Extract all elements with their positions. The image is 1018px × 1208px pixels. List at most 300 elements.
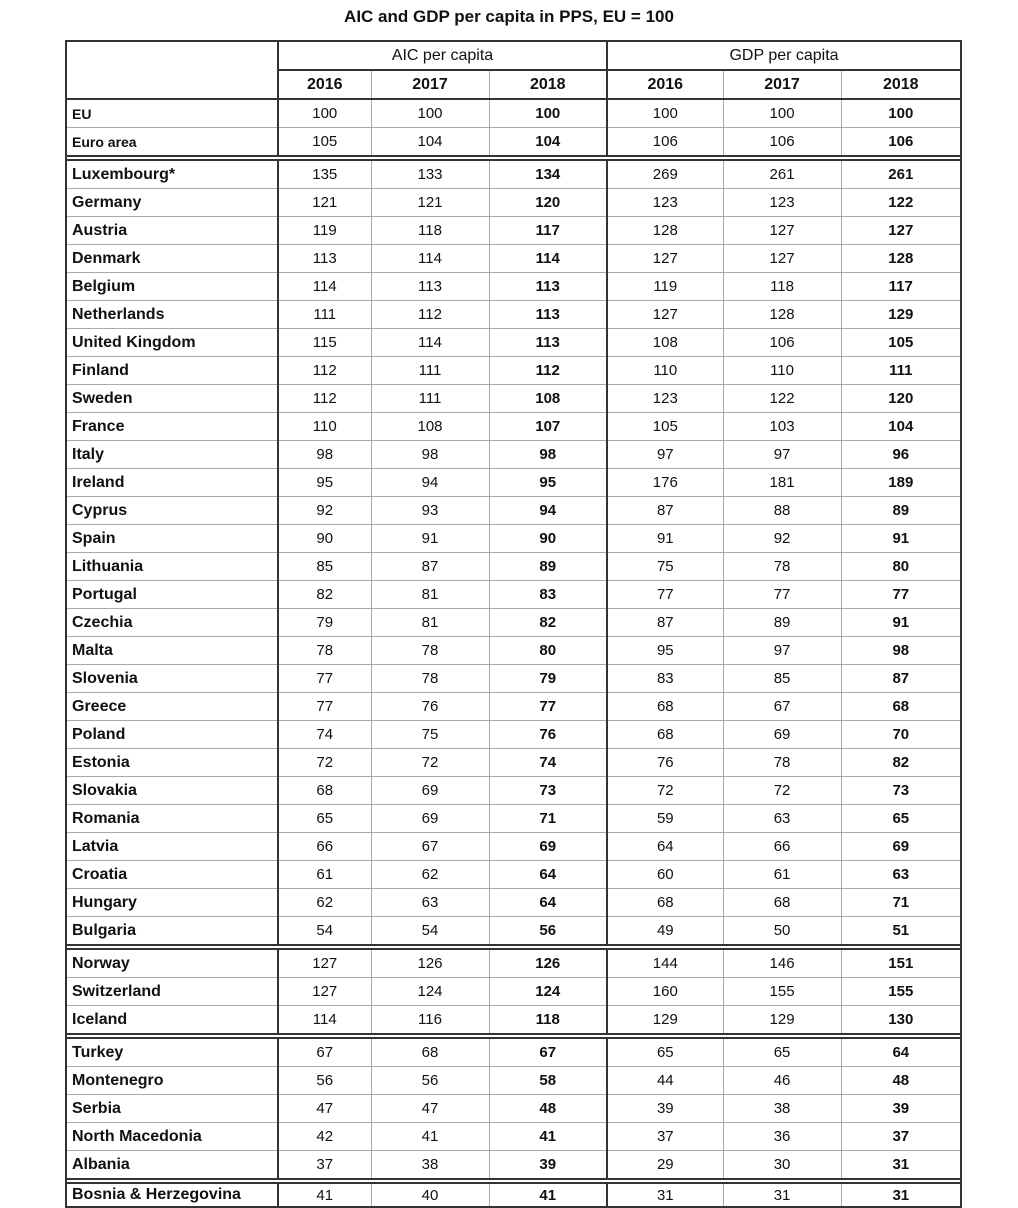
table-row bbox=[66, 833, 961, 861]
gdp-2017-value: 68 bbox=[723, 889, 841, 917]
gdp-2018-value: 31 bbox=[841, 1183, 961, 1207]
aic-2016-value: 54 bbox=[278, 917, 371, 946]
country-name: Sweden bbox=[66, 385, 278, 413]
gdp-2017-value: 100 bbox=[723, 99, 841, 128]
gdp-2018-value: 96 bbox=[841, 441, 961, 469]
gdp-2017-value: 85 bbox=[723, 665, 841, 693]
aic-2018-value: 80 bbox=[489, 637, 607, 665]
table-row bbox=[66, 99, 961, 128]
country-name: Spain bbox=[66, 525, 278, 553]
gdp-2018-value: 127 bbox=[841, 217, 961, 245]
header-year: 2018 bbox=[489, 70, 607, 99]
table-row bbox=[66, 978, 961, 1006]
table-row bbox=[66, 357, 961, 385]
aic-2018-value: 67 bbox=[489, 1038, 607, 1067]
gdp-2018-value: 106 bbox=[841, 128, 961, 157]
gdp-2016-value: 119 bbox=[607, 273, 723, 301]
gdp-2018-value: 100 bbox=[841, 99, 961, 128]
aic-2016-value: 90 bbox=[278, 525, 371, 553]
aic-2018-value: 41 bbox=[489, 1123, 607, 1151]
aic-2017-value: 69 bbox=[371, 805, 489, 833]
aic-2017-value: 81 bbox=[371, 609, 489, 637]
gdp-2018-value: 91 bbox=[841, 525, 961, 553]
aic-2018-value: 95 bbox=[489, 469, 607, 497]
gdp-2016-value: 75 bbox=[607, 553, 723, 581]
aic-2017-value: 100 bbox=[371, 99, 489, 128]
header-year: 2018 bbox=[841, 70, 961, 99]
table-row bbox=[66, 273, 961, 301]
table-row bbox=[66, 189, 961, 217]
gdp-2017-value: 146 bbox=[723, 949, 841, 978]
aic-2018-value: 79 bbox=[489, 665, 607, 693]
country-name: France bbox=[66, 413, 278, 441]
gdp-2018-value: 111 bbox=[841, 357, 961, 385]
aic-2016-value: 42 bbox=[278, 1123, 371, 1151]
gdp-2017-value: 31 bbox=[723, 1183, 841, 1207]
table-row bbox=[66, 1067, 961, 1095]
header-corner bbox=[66, 41, 278, 99]
gdp-2016-value: 269 bbox=[607, 160, 723, 189]
country-name: Switzerland bbox=[66, 978, 278, 1006]
aic-2016-value: 74 bbox=[278, 721, 371, 749]
aic-2016-value: 127 bbox=[278, 949, 371, 978]
gdp-2016-value: 128 bbox=[607, 217, 723, 245]
aic-2017-value: 76 bbox=[371, 693, 489, 721]
aic-2016-value: 77 bbox=[278, 693, 371, 721]
aic-2016-value: 72 bbox=[278, 749, 371, 777]
aic-2017-value: 75 bbox=[371, 721, 489, 749]
table-row bbox=[66, 441, 961, 469]
aic-2016-value: 100 bbox=[278, 99, 371, 128]
header-gdp: GDP per capita bbox=[607, 41, 961, 70]
table-row bbox=[66, 721, 961, 749]
header-year: 2016 bbox=[278, 70, 371, 99]
aic-2016-value: 105 bbox=[278, 128, 371, 157]
aic-2017-value: 104 bbox=[371, 128, 489, 157]
aic-2017-value: 111 bbox=[371, 385, 489, 413]
aic-2018-value: 134 bbox=[489, 160, 607, 189]
gdp-2016-value: 68 bbox=[607, 889, 723, 917]
gdp-2018-value: 189 bbox=[841, 469, 961, 497]
table-row bbox=[66, 1123, 961, 1151]
aic-2018-value: 114 bbox=[489, 245, 607, 273]
gdp-2017-value: 123 bbox=[723, 189, 841, 217]
aic-2018-value: 83 bbox=[489, 581, 607, 609]
country-name: Norway bbox=[66, 949, 278, 978]
gdp-2018-value: 82 bbox=[841, 749, 961, 777]
aic-2016-value: 112 bbox=[278, 385, 371, 413]
gdp-2018-value: 37 bbox=[841, 1123, 961, 1151]
gdp-2016-value: 76 bbox=[607, 749, 723, 777]
gdp-2016-value: 108 bbox=[607, 329, 723, 357]
table-row bbox=[66, 1183, 961, 1207]
table-row bbox=[66, 1038, 961, 1067]
gdp-2018-value: 63 bbox=[841, 861, 961, 889]
table-title: AIC and GDP per capita in PPS, EU = 100 bbox=[344, 7, 674, 26]
aic-2017-value: 114 bbox=[371, 329, 489, 357]
aic-2018-value: 76 bbox=[489, 721, 607, 749]
gdp-2016-value: 91 bbox=[607, 525, 723, 553]
table-row bbox=[66, 805, 961, 833]
gdp-2017-value: 38 bbox=[723, 1095, 841, 1123]
gdp-2017-value: 69 bbox=[723, 721, 841, 749]
aic-2018-value: 108 bbox=[489, 385, 607, 413]
gdp-2017-value: 50 bbox=[723, 917, 841, 946]
gdp-2016-value: 49 bbox=[607, 917, 723, 946]
gdp-2017-value: 181 bbox=[723, 469, 841, 497]
country-name: Finland bbox=[66, 357, 278, 385]
aic-2018-value: 90 bbox=[489, 525, 607, 553]
aic-2016-value: 115 bbox=[278, 329, 371, 357]
aic-2017-value: 54 bbox=[371, 917, 489, 946]
table-row bbox=[66, 693, 961, 721]
gdp-2017-value: 110 bbox=[723, 357, 841, 385]
gdp-2016-value: 31 bbox=[607, 1183, 723, 1207]
country-name: Portugal bbox=[66, 581, 278, 609]
gdp-2018-value: 73 bbox=[841, 777, 961, 805]
aic-2017-value: 72 bbox=[371, 749, 489, 777]
gdp-2018-value: 71 bbox=[841, 889, 961, 917]
gdp-2016-value: 127 bbox=[607, 245, 723, 273]
aic-2016-value: 112 bbox=[278, 357, 371, 385]
aic-2017-value: 94 bbox=[371, 469, 489, 497]
aic-2016-value: 61 bbox=[278, 861, 371, 889]
header-year: 2017 bbox=[723, 70, 841, 99]
aic-2017-value: 62 bbox=[371, 861, 489, 889]
aic-2016-value: 77 bbox=[278, 665, 371, 693]
table-row bbox=[66, 301, 961, 329]
aic-2017-value: 68 bbox=[371, 1038, 489, 1067]
gdp-2018-value: 39 bbox=[841, 1095, 961, 1123]
aic-2018-value: 89 bbox=[489, 553, 607, 581]
gdp-2017-value: 106 bbox=[723, 128, 841, 157]
aic-2017-value: 69 bbox=[371, 777, 489, 805]
aic-2016-value: 92 bbox=[278, 497, 371, 525]
country-name: Cyprus bbox=[66, 497, 278, 525]
aic-2018-value: 100 bbox=[489, 99, 607, 128]
country-name: Luxembourg* bbox=[66, 160, 278, 189]
aic-gdp-table bbox=[65, 40, 962, 1208]
table-row bbox=[66, 128, 961, 157]
gdp-2018-value: 70 bbox=[841, 721, 961, 749]
table-row bbox=[66, 497, 961, 525]
aic-2016-value: 85 bbox=[278, 553, 371, 581]
gdp-2018-value: 31 bbox=[841, 1151, 961, 1180]
country-name: Hungary bbox=[66, 889, 278, 917]
aic-2016-value: 111 bbox=[278, 301, 371, 329]
gdp-2018-value: 48 bbox=[841, 1067, 961, 1095]
gdp-2017-value: 92 bbox=[723, 525, 841, 553]
aic-2016-value: 95 bbox=[278, 469, 371, 497]
table-row bbox=[66, 749, 961, 777]
aic-2018-value: 94 bbox=[489, 497, 607, 525]
aic-2018-value: 64 bbox=[489, 889, 607, 917]
table-row bbox=[66, 581, 961, 609]
gdp-2017-value: 30 bbox=[723, 1151, 841, 1180]
gdp-2016-value: 65 bbox=[607, 1038, 723, 1067]
table-row bbox=[66, 777, 961, 805]
aic-2018-value: 39 bbox=[489, 1151, 607, 1180]
aic-2016-value: 65 bbox=[278, 805, 371, 833]
aic-2017-value: 41 bbox=[371, 1123, 489, 1151]
gdp-2017-value: 65 bbox=[723, 1038, 841, 1067]
aic-2018-value: 113 bbox=[489, 273, 607, 301]
aic-2018-value: 82 bbox=[489, 609, 607, 637]
gdp-2016-value: 160 bbox=[607, 978, 723, 1006]
country-name: Slovakia bbox=[66, 777, 278, 805]
aic-2017-value: 108 bbox=[371, 413, 489, 441]
gdp-2017-value: 78 bbox=[723, 749, 841, 777]
gdp-2018-value: 77 bbox=[841, 581, 961, 609]
aic-2017-value: 98 bbox=[371, 441, 489, 469]
aic-2017-value: 78 bbox=[371, 665, 489, 693]
gdp-2017-value: 89 bbox=[723, 609, 841, 637]
country-name: Austria bbox=[66, 217, 278, 245]
aic-2017-value: 78 bbox=[371, 637, 489, 665]
aic-2017-value: 121 bbox=[371, 189, 489, 217]
aic-2017-value: 116 bbox=[371, 1006, 489, 1035]
aic-2016-value: 121 bbox=[278, 189, 371, 217]
aic-2018-value: 41 bbox=[489, 1183, 607, 1207]
table-row bbox=[66, 385, 961, 413]
gdp-2016-value: 123 bbox=[607, 189, 723, 217]
table-row bbox=[66, 160, 961, 189]
table-row bbox=[66, 413, 961, 441]
aic-2016-value: 41 bbox=[278, 1183, 371, 1207]
country-name: Belgium bbox=[66, 273, 278, 301]
country-name: Latvia bbox=[66, 833, 278, 861]
header-year: 2017 bbox=[371, 70, 489, 99]
gdp-2018-value: 128 bbox=[841, 245, 961, 273]
gdp-2017-value: 72 bbox=[723, 777, 841, 805]
gdp-2018-value: 68 bbox=[841, 693, 961, 721]
aic-2018-value: 69 bbox=[489, 833, 607, 861]
gdp-2016-value: 129 bbox=[607, 1006, 723, 1035]
aic-2018-value: 58 bbox=[489, 1067, 607, 1095]
table-row bbox=[66, 245, 961, 273]
table-row bbox=[66, 329, 961, 357]
gdp-2017-value: 261 bbox=[723, 160, 841, 189]
gdp-2018-value: 89 bbox=[841, 497, 961, 525]
aic-2016-value: 78 bbox=[278, 637, 371, 665]
gdp-2017-value: 129 bbox=[723, 1006, 841, 1035]
gdp-2017-value: 78 bbox=[723, 553, 841, 581]
gdp-2016-value: 68 bbox=[607, 721, 723, 749]
country-name: EU bbox=[66, 99, 278, 128]
aic-2017-value: 63 bbox=[371, 889, 489, 917]
gdp-2016-value: 72 bbox=[607, 777, 723, 805]
aic-2016-value: 98 bbox=[278, 441, 371, 469]
aic-2018-value: 104 bbox=[489, 128, 607, 157]
aic-2018-value: 113 bbox=[489, 329, 607, 357]
table-row bbox=[66, 525, 961, 553]
header-year: 2016 bbox=[607, 70, 723, 99]
table-row bbox=[66, 217, 961, 245]
aic-2017-value: 93 bbox=[371, 497, 489, 525]
aic-2018-value: 118 bbox=[489, 1006, 607, 1035]
aic-2017-value: 47 bbox=[371, 1095, 489, 1123]
gdp-2016-value: 127 bbox=[607, 301, 723, 329]
gdp-2017-value: 103 bbox=[723, 413, 841, 441]
aic-2018-value: 48 bbox=[489, 1095, 607, 1123]
gdp-2018-value: 105 bbox=[841, 329, 961, 357]
country-name: Bulgaria bbox=[66, 917, 278, 946]
aic-2016-value: 66 bbox=[278, 833, 371, 861]
table-row bbox=[66, 1151, 961, 1180]
gdp-2016-value: 95 bbox=[607, 637, 723, 665]
gdp-2016-value: 87 bbox=[607, 497, 723, 525]
table-row bbox=[66, 609, 961, 637]
aic-2018-value: 117 bbox=[489, 217, 607, 245]
aic-2017-value: 67 bbox=[371, 833, 489, 861]
aic-2016-value: 68 bbox=[278, 777, 371, 805]
aic-2018-value: 98 bbox=[489, 441, 607, 469]
country-name: Netherlands bbox=[66, 301, 278, 329]
gdp-2018-value: 80 bbox=[841, 553, 961, 581]
aic-2017-value: 111 bbox=[371, 357, 489, 385]
table-row bbox=[66, 1095, 961, 1123]
gdp-2016-value: 144 bbox=[607, 949, 723, 978]
gdp-2018-value: 69 bbox=[841, 833, 961, 861]
country-name: Ireland bbox=[66, 469, 278, 497]
table-row bbox=[66, 889, 961, 917]
aic-2017-value: 113 bbox=[371, 273, 489, 301]
country-name: Euro area bbox=[66, 128, 278, 157]
aic-2018-value: 64 bbox=[489, 861, 607, 889]
aic-2016-value: 79 bbox=[278, 609, 371, 637]
gdp-2016-value: 44 bbox=[607, 1067, 723, 1095]
table-row bbox=[66, 553, 961, 581]
country-name: Germany bbox=[66, 189, 278, 217]
gdp-2017-value: 118 bbox=[723, 273, 841, 301]
country-name: Poland bbox=[66, 721, 278, 749]
gdp-2018-value: 64 bbox=[841, 1038, 961, 1067]
gdp-2016-value: 123 bbox=[607, 385, 723, 413]
gdp-2017-value: 46 bbox=[723, 1067, 841, 1095]
table-row bbox=[66, 949, 961, 978]
country-name: Serbia bbox=[66, 1095, 278, 1123]
gdp-2016-value: 105 bbox=[607, 413, 723, 441]
gdp-2016-value: 29 bbox=[607, 1151, 723, 1180]
gdp-2017-value: 122 bbox=[723, 385, 841, 413]
table-row bbox=[66, 665, 961, 693]
gdp-2018-value: 98 bbox=[841, 637, 961, 665]
gdp-2018-value: 120 bbox=[841, 385, 961, 413]
country-name: United Kingdom bbox=[66, 329, 278, 357]
aic-2016-value: 47 bbox=[278, 1095, 371, 1123]
country-name: Denmark bbox=[66, 245, 278, 273]
aic-2016-value: 135 bbox=[278, 160, 371, 189]
gdp-2016-value: 97 bbox=[607, 441, 723, 469]
gdp-2018-value: 91 bbox=[841, 609, 961, 637]
gdp-2017-value: 66 bbox=[723, 833, 841, 861]
gdp-2016-value: 87 bbox=[607, 609, 723, 637]
aic-2018-value: 73 bbox=[489, 777, 607, 805]
gdp-2016-value: 39 bbox=[607, 1095, 723, 1123]
aic-2018-value: 77 bbox=[489, 693, 607, 721]
aic-2018-value: 124 bbox=[489, 978, 607, 1006]
aic-2017-value: 87 bbox=[371, 553, 489, 581]
table-row bbox=[66, 469, 961, 497]
aic-2017-value: 56 bbox=[371, 1067, 489, 1095]
aic-2016-value: 37 bbox=[278, 1151, 371, 1180]
country-name: Malta bbox=[66, 637, 278, 665]
aic-2018-value: 112 bbox=[489, 357, 607, 385]
gdp-2017-value: 128 bbox=[723, 301, 841, 329]
aic-2017-value: 126 bbox=[371, 949, 489, 978]
aic-2016-value: 67 bbox=[278, 1038, 371, 1067]
gdp-2017-value: 63 bbox=[723, 805, 841, 833]
aic-2017-value: 133 bbox=[371, 160, 489, 189]
gdp-2017-value: 97 bbox=[723, 441, 841, 469]
gdp-2016-value: 100 bbox=[607, 99, 723, 128]
gdp-2016-value: 176 bbox=[607, 469, 723, 497]
gdp-2017-value: 106 bbox=[723, 329, 841, 357]
aic-2017-value: 112 bbox=[371, 301, 489, 329]
gdp-2018-value: 122 bbox=[841, 189, 961, 217]
aic-2016-value: 62 bbox=[278, 889, 371, 917]
gdp-2018-value: 87 bbox=[841, 665, 961, 693]
aic-2018-value: 113 bbox=[489, 301, 607, 329]
aic-2016-value: 82 bbox=[278, 581, 371, 609]
country-name: Croatia bbox=[66, 861, 278, 889]
aic-2017-value: 114 bbox=[371, 245, 489, 273]
aic-2017-value: 81 bbox=[371, 581, 489, 609]
country-name: Albania bbox=[66, 1151, 278, 1180]
gdp-2018-value: 65 bbox=[841, 805, 961, 833]
table-row bbox=[66, 637, 961, 665]
aic-2018-value: 71 bbox=[489, 805, 607, 833]
aic-2016-value: 56 bbox=[278, 1067, 371, 1095]
aic-2017-value: 38 bbox=[371, 1151, 489, 1180]
gdp-2018-value: 155 bbox=[841, 978, 961, 1006]
gdp-2018-value: 130 bbox=[841, 1006, 961, 1035]
gdp-2016-value: 59 bbox=[607, 805, 723, 833]
aic-2016-value: 114 bbox=[278, 273, 371, 301]
gdp-2018-value: 51 bbox=[841, 917, 961, 946]
aic-2017-value: 40 bbox=[371, 1183, 489, 1207]
country-name: Slovenia bbox=[66, 665, 278, 693]
gdp-2016-value: 110 bbox=[607, 357, 723, 385]
gdp-2016-value: 64 bbox=[607, 833, 723, 861]
table-row bbox=[66, 1006, 961, 1035]
gdp-2017-value: 127 bbox=[723, 217, 841, 245]
aic-2016-value: 110 bbox=[278, 413, 371, 441]
gdp-2017-value: 88 bbox=[723, 497, 841, 525]
country-name: Czechia bbox=[66, 609, 278, 637]
country-name: Bosnia & Herzegovina bbox=[66, 1183, 278, 1207]
gdp-2017-value: 36 bbox=[723, 1123, 841, 1151]
aic-2016-value: 119 bbox=[278, 217, 371, 245]
gdp-2017-value: 61 bbox=[723, 861, 841, 889]
country-name: Romania bbox=[66, 805, 278, 833]
country-name: Estonia bbox=[66, 749, 278, 777]
country-name: Turkey bbox=[66, 1038, 278, 1067]
gdp-2016-value: 77 bbox=[607, 581, 723, 609]
gdp-2016-value: 106 bbox=[607, 128, 723, 157]
aic-2018-value: 107 bbox=[489, 413, 607, 441]
aic-2016-value: 114 bbox=[278, 1006, 371, 1035]
aic-2016-value: 127 bbox=[278, 978, 371, 1006]
gdp-2017-value: 97 bbox=[723, 637, 841, 665]
aic-2018-value: 126 bbox=[489, 949, 607, 978]
gdp-2017-value: 155 bbox=[723, 978, 841, 1006]
table-row bbox=[66, 861, 961, 889]
country-name: Lithuania bbox=[66, 553, 278, 581]
gdp-2018-value: 261 bbox=[841, 160, 961, 189]
gdp-2017-value: 77 bbox=[723, 581, 841, 609]
country-name: Iceland bbox=[66, 1006, 278, 1035]
